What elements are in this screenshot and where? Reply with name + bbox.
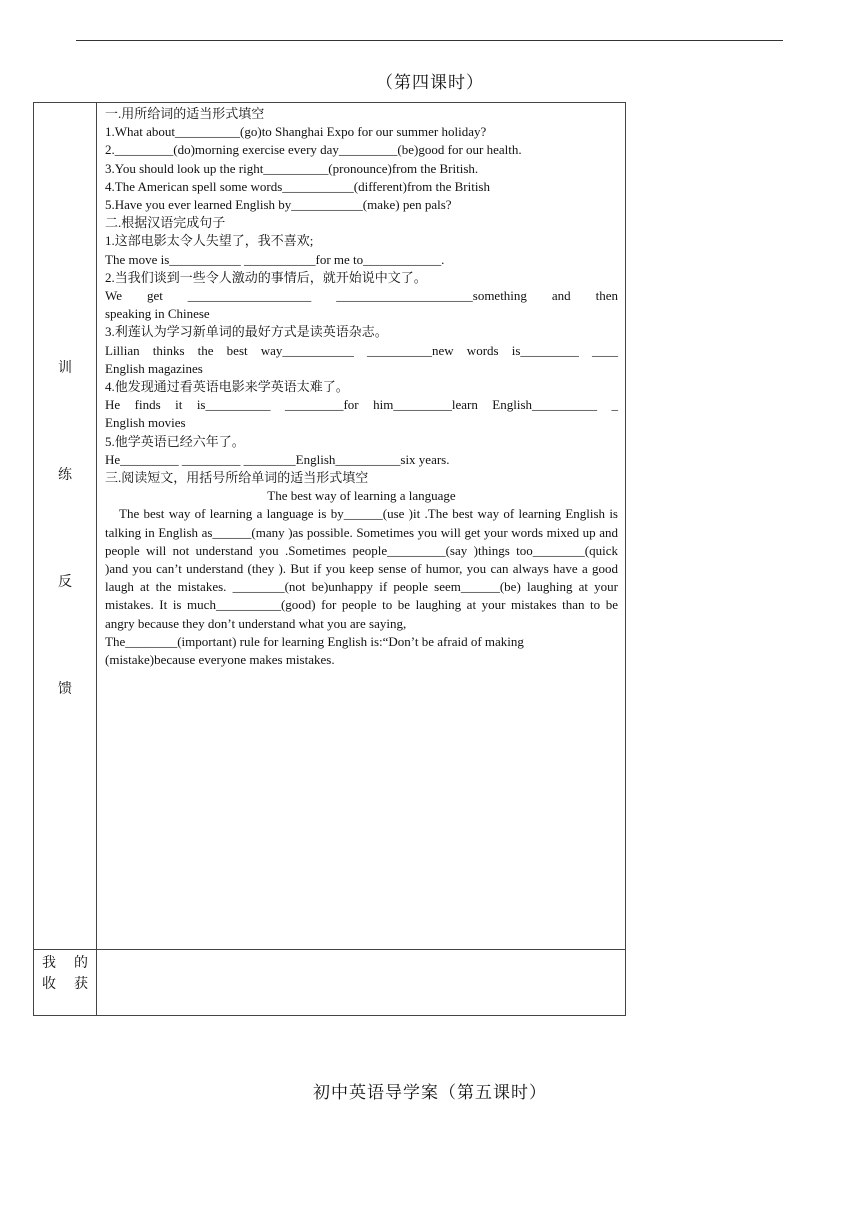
s2-item-3-english-cont: English magazines — [105, 360, 203, 376]
label-char-1: 训 — [58, 360, 72, 376]
my-harvest-field[interactable] — [97, 950, 625, 1015]
harvest-char-1: 我 — [42, 955, 56, 971]
passage-body: The best way of learning a language is by______(use )it .The best way of learning English is talking in English as______(many )as possible. Sometimes you will get your words mixed up and people will not understand you .Sometimes people_________(say )things too________(quick )and you can’t understand (they ). But if you keep sense of humor, you can always have a good laugh at the mistakes. ________(not be)unhappy if people seem______(be) laughing at your mistakes. It is much__________(good) for people to be laughing at your mistakes than to be angry because they don’t understand what you are saying, — [105, 506, 618, 631]
s2-item-1-english: The move is___________ ___________for me to____________. — [105, 251, 445, 267]
exercise-content — [97, 103, 625, 949]
label-char-2: 练 — [58, 467, 72, 483]
worksheet-table — [33, 102, 626, 1016]
passage-last-line: The________(important) rule for learning English is:“Don’t be afraid of making — [105, 633, 524, 649]
s1-item-3: 3.You should look up the right__________(pronounce)from the British. — [105, 160, 479, 176]
s1-item-5: 5.Have you ever learned English by___________(make) pen pals? — [105, 197, 452, 213]
s2-item-4-chinese: 4.他发现通过看英语电影来学英语太难了。 — [105, 379, 349, 395]
s2-item-5-english: He_________ _________ ________English__________six years. — [105, 451, 450, 467]
harvest-char-2: 的 — [74, 955, 88, 971]
s2-item-1-chinese: 1.这部电影太令人失望了，我不喜欢; — [105, 233, 314, 249]
section-3-heading: 三.阅读短文，用括号所给单词的适当形式填空 — [105, 470, 369, 486]
lesson-title: （第四课时） — [376, 73, 484, 93]
section-1-heading: 一.用所给词的适当形式填空 — [105, 106, 265, 121]
next-lesson-title: 初中英语导学案（第五课时） — [313, 1083, 547, 1103]
label-char-3: 反 — [58, 574, 72, 590]
harvest-char-4: 获 — [74, 976, 88, 992]
s2-item-2-chinese: 2.当我们谈到一些令人激动的事情后，就开始说中文了。 — [105, 269, 427, 285]
s2-item-5-chinese: 5.他学英语已经六年了。 — [105, 433, 245, 449]
s1-item-4: 4.The American spell some words___________(different)from the British — [105, 178, 490, 194]
harvest-char-3: 收 — [42, 976, 56, 992]
s2-item-3-chinese: 3.利莲认为学习新单词的最好方式是读英语杂志。 — [105, 324, 388, 340]
training-feedback-label — [34, 103, 97, 949]
s2-item-4-english: He finds it is__________ _________for him_________learn English__________ _ — [105, 397, 618, 413]
s2-item-4-english-cont: English movies — [105, 415, 186, 431]
s1-item-2: 2._________(do)morning exercise every day_________(be)good for our health. — [105, 142, 522, 158]
label-char-4: 馈 — [58, 681, 72, 697]
s2-item-2-english: We get ___________________ _____________________something and then — [105, 288, 618, 304]
my-harvest-label — [34, 950, 97, 1015]
s2-item-3-english: Lillian thinks the best way___________ __________new words is_________ ____ — [105, 342, 618, 358]
s2-item-2-english-cont: speaking in Chinese — [105, 306, 210, 322]
header-rule — [76, 40, 783, 41]
passage-end: (mistake)because everyone makes mistakes. — [105, 652, 335, 668]
section-2-heading: 二.根据汉语完成句子 — [105, 215, 226, 231]
s1-item-1: 1.What about__________(go)to Shanghai Expo for our summer holiday? — [105, 124, 487, 140]
passage-title: The best way of learning a language — [267, 488, 456, 504]
